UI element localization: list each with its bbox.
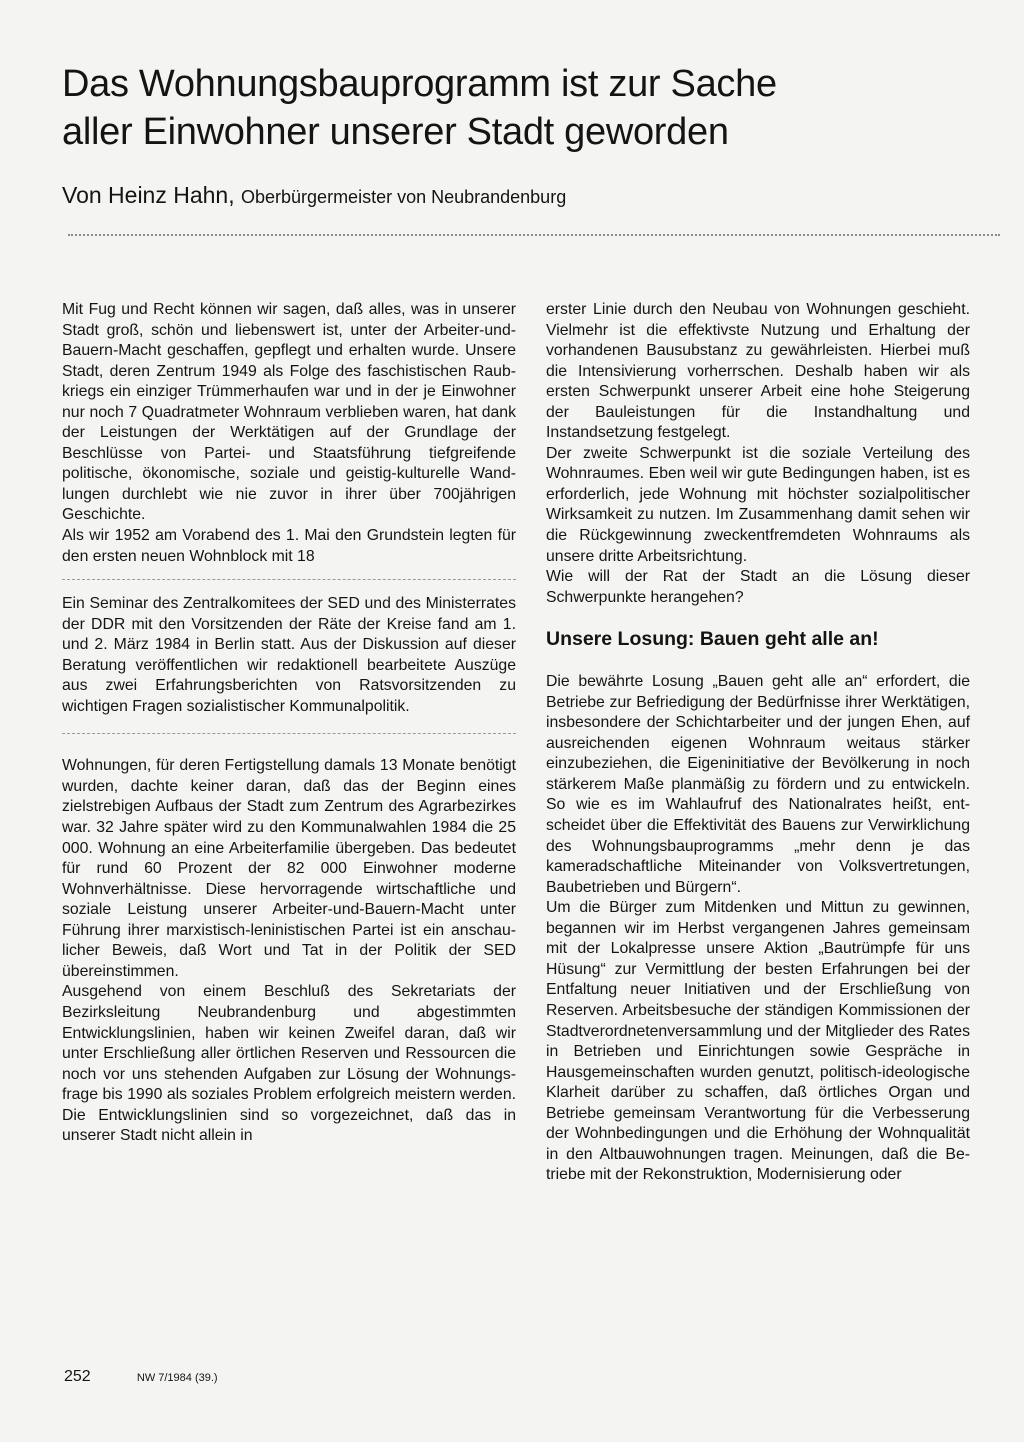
section-heading: Unsere Losung: Bauen geht alle an! bbox=[546, 628, 879, 651]
left-column bbox=[62, 300, 516, 1147]
right-column bbox=[546, 300, 970, 1186]
paragraph: Der zweite Schwerpunkt ist die soziale Verteilung des Wohnraumes. Eben weil wir gute Bedingungen haben, ist es erforderlich, jede Wohnung mit höchster sozialpolitischer Wirksamkeit zu nutzen. Im Zusammenhang damit sehen wir die Rückgewinnung zweckentfremdeten Wohnraums als unsere dritte Arbeitsrichtung. bbox=[546, 444, 970, 565]
header-divider bbox=[68, 234, 1000, 236]
issue-label: NW 7/1984 (39.) bbox=[136, 1372, 218, 1384]
paragraph: Mit Fug und Recht können wir sagen, daß alles, was in unserer Stadt groß, schön und liebenswert ist, unter der Arbeiter-und-Bauern-Macht geschaffen, gepflegt und erhalten wurde. Unsere Stadt, deren Zentrum 1949 als Folge des faschistischen Raubkriegs ein einziger Trümmerhaufen war und in der je Einwohner nur noch 7 Quadratmeter Wohnraum verblieben waren, hat dank der Leistungen der Werktätigen auf der Grundlage der Beschlüsse von Partei- und Staatsführung tiefgreifende politische, ökonomische, soziale und geistig-kulturelle Wandlungen durchlebt wie nie zuvor in ihrer über 700jährigen Geschichte. bbox=[62, 301, 516, 524]
paragraph: Als wir 1952 am Vorabend des 1. Mai den Grundstein legten für den ersten neuen Wohnblock mit 18 bbox=[62, 527, 516, 565]
paragraph: Ausgehend von einem Beschluß des Sekretariats der Bezirksleitung Neubrandenburg und abgestimmten Entwicklungslinien, haben wir keinen Zweifel daran, daß wir unter Erschließung aller örtlichen Reserven und Ressourcen die noch vor uns stehenden Aufgaben zur Lösung der Wohnungsfrage bis 1990 als soziales Problem erfolgreich meistern werden. Die Entwicklungslinien sind so vorgezeichnet, daß das in unserer Stadt nicht allein in bbox=[62, 983, 516, 1145]
paragraph: Wie will der Rat der Stadt an die Lösung dieser Schwerpunkte herangehen? bbox=[546, 568, 970, 606]
page-number: 252 bbox=[64, 1368, 91, 1385]
paragraph: Wohnungen, für deren Fertigstellung damals 13 Monate benötigt wurden, dachte keiner daran, daß das der Beginn eines zielstrebigen Aufbaus der Stadt zum Zentrum des Agrarbezirkes war. 32 Jahre später wird zu den Kommunalwahlen 1984 die 25 000. Wohnung an eine Arbeiterfamilie übergeben. Das bedeutet für rund 60 Prozent der 82 000 Einwohner moderne Wohnverhältnisse. Diese hervorragende wirtschaftliche und soziale Leistung unserer Arbeiter-und-Bauern-Macht unter Führung ihrer marxistisch-leninistischen Partei ist ein anschaulicher Beweis, daß Wort und Tat in der Politik der SED übereinstimmen. bbox=[62, 757, 516, 980]
seminar-text: Ein Seminar des Zentralkomitees der SED und des Ministerrates der DDR mit den Vorsitzenden der Räte der Kreise fand am 1. und 2. März 1984 in Berlin statt. Aus der Diskussion auf dieser Beratung veröffentlichen wir redaktionell bearbeitete Auszüge aus zwei Erfahrungsberichten von Ratsvorsitzenden zu wichtigen Fragen sozialistischer Kommunalpolitik. bbox=[62, 595, 516, 715]
seminar-box bbox=[62, 579, 516, 734]
author-role: Oberbürgermeister von Neubrandenburg bbox=[241, 187, 567, 207]
paragraph: Um die Bürger zum Mitdenken und Mittun zu gewinnen, begannen wir im Herbst vergangenen Jahres gemeinsam mit der Lokalpresse unsere Aktion „Bautrümpfe für uns Hüsung“ zur Vermittlung der besten Erfahrungen bei der Entfaltung neuer Initiativen und der Erschließung von Reserven. Arbeitsbesuche der ständigen Kommissionen der Stadtverordnetenversammlung und der Mitglieder des Rates in Betrieben und Einrichtungen sowie Gespräche in Hausgemeinschaften wurden genutzt, politisch-ideologische Klarheit darüber zu schaffen, daß örtliches Organ und Betriebe gemeinsam Verantwortung für die Verbesserung der Wohnbedingungen und die Erhöhung der Wohnqualität in den Altbauwohnungen tragen. Meinungen, daß die Betriebe mit der Rekonstruktion, Modernisierung oder bbox=[546, 899, 970, 1184]
page-footer bbox=[64, 1368, 218, 1386]
paragraph: Die bewährte Losung „Bauen geht alle an“ erfordert, die Betriebe zur Befriedigung der Bedürfnisse ihrer Werktätigen, insbesondere der Schichtarbeiter und der jungen Ehen, auf ausreichenden eigenen Wohnraum weitaus stärker einzubeziehen, die Eigeninitiative der Bevölkerung in noch stärkerem Maße planmäßig zu fördern und zu entwickeln. So wie es im Wahlaufruf des Nationalrates heißt, entscheidet über die Effektivität des Bauens zur Verwirklichung des Wohnungsbauprogramms „mehr denn je das kameradschaftliche Miteinander von Volksvertretungen, Baubetrieben und Bürgern“. bbox=[546, 673, 970, 896]
byline bbox=[62, 180, 992, 212]
title-line-2: aller Einwohner unserer Stadt geworden bbox=[62, 111, 729, 153]
article-title bbox=[62, 60, 992, 156]
author-name: Von Heinz Hahn, bbox=[62, 182, 235, 208]
title-line-1: Das Wohnungsbauprogramm ist zur Sache bbox=[62, 63, 777, 105]
paragraph: erster Linie durch den Neubau von Wohnungen geschieht. Vielmehr ist die effektivste Nutzung und Erhaltung der vorhandenen Bausubstanz zu gewährleisten. Hierbei muß die Intensivierung vorherrschen. Deshalb haben wir als ersten Schwerpunkt unserer Arbeit eine hohe Steigerung der Bauleistungen für die Instandhaltung und Instandsetzung festgelegt. bbox=[546, 301, 970, 442]
